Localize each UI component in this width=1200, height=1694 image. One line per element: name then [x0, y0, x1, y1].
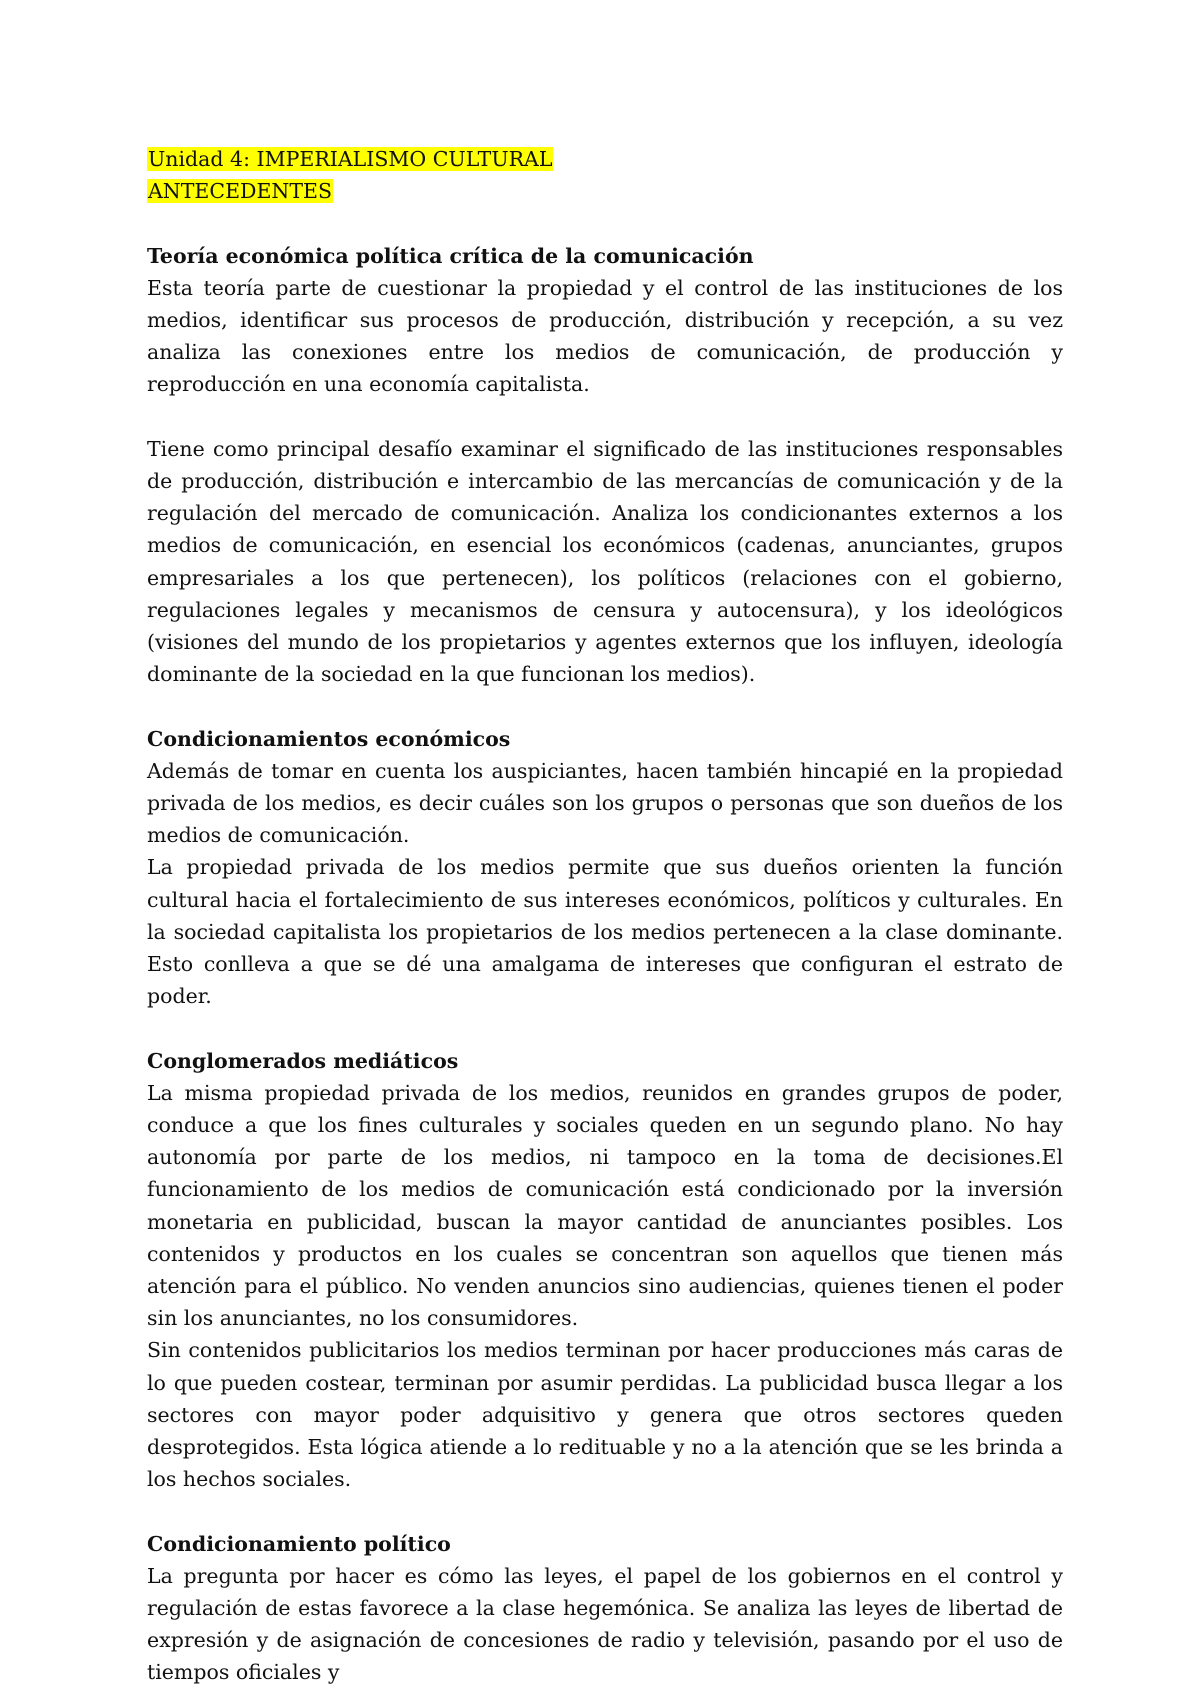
- section-heading: Condicionamiento político: [147, 1531, 451, 1556]
- section-heading: Condicionamientos económicos: [147, 726, 511, 751]
- section-heading: Conglomerados mediáticos: [147, 1048, 459, 1073]
- paragraph: La misma propiedad privada de los medios, reunidos en grandes grupos de poder, conduce a que los fines culturales y sociales queden en un segundo plano. No hay autonomía por parte de los medios, ni tampoco en la toma de decisiones.El funcionamiento de los medios de comunicación está condicionado por la inversión monetaria en publicidad, buscan la mayor cantidad de anunciantes posibles. Los contenidos y productos en los cuales se concentran son aquellos que tienen más atención para el público. No venden anuncios sino audiencias, quienes tienen el poder sin los anunciantes, no los consumidores.: [147, 1080, 1063, 1331]
- section-heading: Teoría económica política crítica de la comunicación: [147, 243, 754, 268]
- paragraph: La pregunta por hacer es cómo las leyes, el papel de los gobiernos en el control y regulación de estas favorece a la clase hegemónica. Se analiza las leyes de libertad de expresión y de asignación de concesiones de radio y televisión, pasando por el uso de tiempos oficiales y: [147, 1563, 1063, 1685]
- spacer: [147, 207, 1063, 239]
- paragraph: Sin contenidos publicitarios los medios terminan por hacer producciones más caras de lo que pueden costear, terminan por asumir perdidas. La publicidad busca llegar a los sectores con mayor poder adquisitivo y genera que otros sectores queden desprotegidos. Esta lógica atiende a lo redituable y no a la atención que se les brinda a los hechos sociales.: [147, 1338, 1063, 1492]
- spacer: [147, 1012, 1063, 1044]
- paragraph: La propiedad privada de los medios permite que sus dueños orienten la función cultural hacia el fortalecimiento de sus intereses económicos, políticos y culturales. En la sociedad capitalista los propietarios de los medios pertenecen a la clase dominante. Esto conlleva a que se dé una amalgama de intereses que configuran el estrato de poder.: [147, 855, 1063, 1009]
- section-label-line: [147, 175, 1063, 207]
- spacer: [147, 1495, 1063, 1527]
- spacer: [147, 401, 1063, 433]
- section-label: ANTECEDENTES: [148, 179, 333, 204]
- paragraph: Esta teoría parte de cuestionar la propiedad y el control de las instituciones de los medios, identificar sus procesos de producción, distribución y recepción, a su vez analiza las conexiones entre los medios de comunicación, de producción y reproducción en una economía capitalista.: [147, 275, 1063, 397]
- unit-title-line: [147, 143, 1063, 175]
- document-page: [147, 143, 1063, 1689]
- paragraph: Tiene como principal desafío examinar el significado de las instituciones responsables de producción, distribución e intercambio de las mercancías de comunicación y de la regulación del mercado de comunicación. Analiza los condicionantes externos a los medios de comunicación, en esencial los económicos (cadenas, anunciantes, grupos empresariales a los que pertenecen), los políticos (relaciones con el gobierno, regulaciones legales y mecanismos de censura y autocensura), y los ideológicos (visiones del mundo de los propietarios y agentes externos que los influyen, ideología dominante de la sociedad en la que funcionan los medios).: [147, 436, 1063, 687]
- paragraph: Además de tomar en cuenta los auspiciantes, hacen también hincapié en la propiedad privada de los medios, es decir cuáles son los grupos o personas que son dueños de los medios de comunicación.: [147, 758, 1063, 848]
- spacer: [147, 690, 1063, 722]
- unit-title: Unidad 4: IMPERIALISMO CULTURAL: [148, 147, 553, 171]
